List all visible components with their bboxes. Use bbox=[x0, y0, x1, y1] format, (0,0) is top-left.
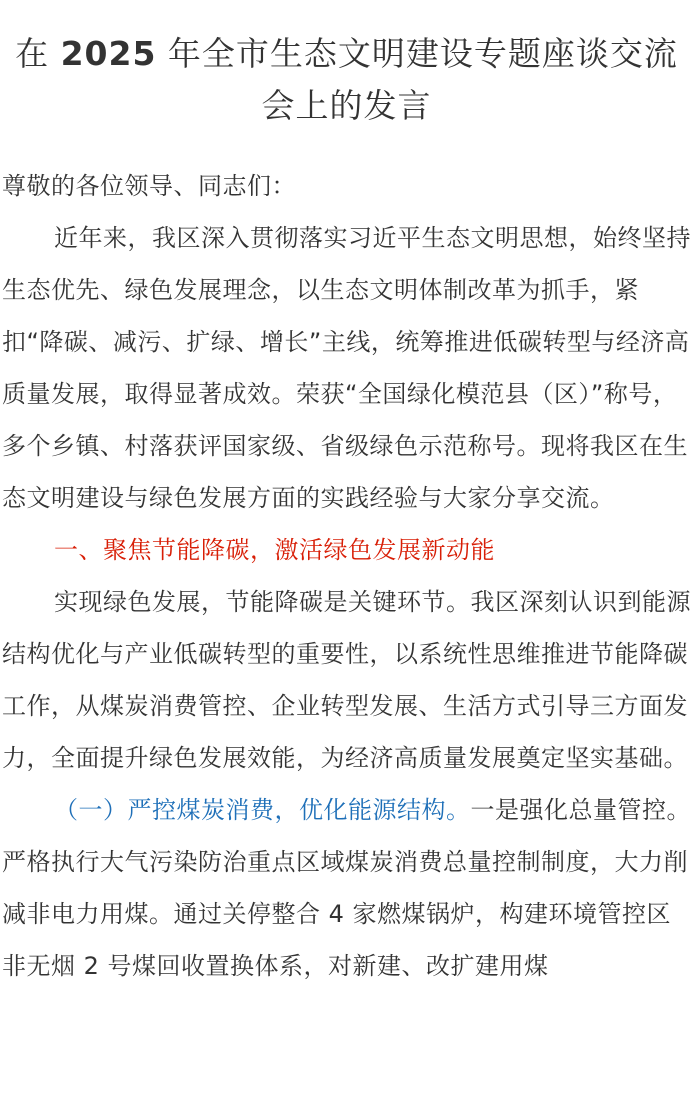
subsection-heading-1: （一）严控煤炭消费，优化能源结构。 bbox=[54, 796, 471, 824]
subsection1-text: 一是强化总量管控。严格执行大气污染防治重点区域煤炭消费总量控制制度，大力削减非电力用煤。通过关停整合 4 家燃煤锅炉，构建环境管控区非无烟 2 号煤回收置换体系，对新建、改扩建用煤 bbox=[2, 796, 691, 980]
title-line2: 会上的发言 bbox=[261, 86, 432, 125]
title-year: 2025 bbox=[60, 34, 157, 73]
salutation: 尊敬的各位领导、同志们： bbox=[2, 172, 296, 200]
section-heading-1: 一、聚焦节能降碳，激活绿色发展新动能 bbox=[54, 536, 495, 564]
document-title bbox=[0, 0, 693, 132]
title-line1-rest: 年全市生态文明建设专题座谈交流 bbox=[156, 34, 678, 73]
intro-paragraph: 近年来，我区深入贯彻落实习近平生态文明思想，始终坚持生态优先、绿色发展理念，以生态文明体制改革为抓手，紧扣“降碳、减污、扩绿、增长”主线，统筹推进低碳转型与经济高质量发展，取得显著成效。荣获“全国绿化模范县（区）”称号，多个乡镇、村落获评国家级、省级绿色示范称号。现将我区在生态文明建设与绿色发展方面的实践经验与大家分享交流。 bbox=[2, 224, 691, 512]
section1-paragraph: 实现绿色发展，节能降碳是关键环节。我区深刻认识到能源结构优化与产业低碳转型的重要性，以系统性思维推进节能降碳工作，从煤炭消费管控、企业转型发展、生活方式引导三方面发力，全面提升绿色发展效能，为经济高质量发展奠定坚实基础。 bbox=[2, 588, 691, 772]
document-body bbox=[0, 160, 693, 992]
subsection1-paragraph bbox=[0, 784, 693, 992]
title-prefix: 在 bbox=[15, 34, 61, 73]
